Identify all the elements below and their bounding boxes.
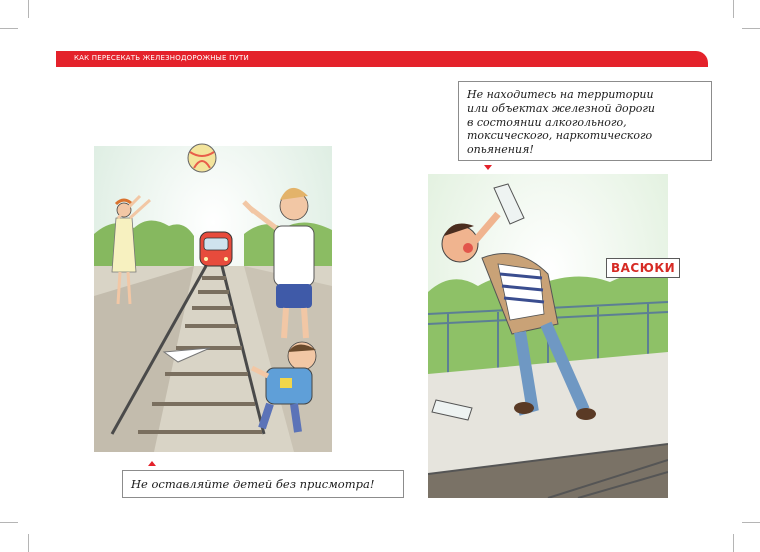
- caption-supervise-children: Не оставляйте детей без присмотра!: [122, 470, 404, 498]
- caption-no-intoxication: [458, 81, 712, 161]
- caption-line: в состоянии алкогольного,: [467, 115, 627, 129]
- crop-mark: [0, 28, 18, 29]
- crop-mark: [733, 0, 734, 18]
- header-banner: [56, 51, 708, 67]
- station-sign: ВАСЮКИ: [606, 258, 680, 278]
- caption-line: опьянения!: [467, 143, 534, 156]
- caption-pointer: [484, 165, 492, 170]
- children-on-railway-illustration: [94, 116, 332, 452]
- crop-mark: [28, 534, 29, 552]
- caption-line: токсического, наркотического: [467, 129, 653, 143]
- caption-pointer: [148, 461, 156, 466]
- crop-mark: [742, 522, 760, 523]
- crop-mark: [0, 522, 18, 523]
- crop-mark: [742, 28, 760, 29]
- crop-mark: [733, 534, 734, 552]
- caption-line: Не находитесь на территории: [467, 88, 654, 101]
- header-title: КАК ПЕРЕСЕКАТЬ ЖЕЛЕЗНОДОРОЖНЫЕ ПУТИ: [74, 54, 249, 62]
- caption-line: или объектах железной дороги: [467, 101, 655, 115]
- drunk-man-on-platform-illustration: [428, 174, 668, 498]
- crop-mark: [28, 0, 29, 18]
